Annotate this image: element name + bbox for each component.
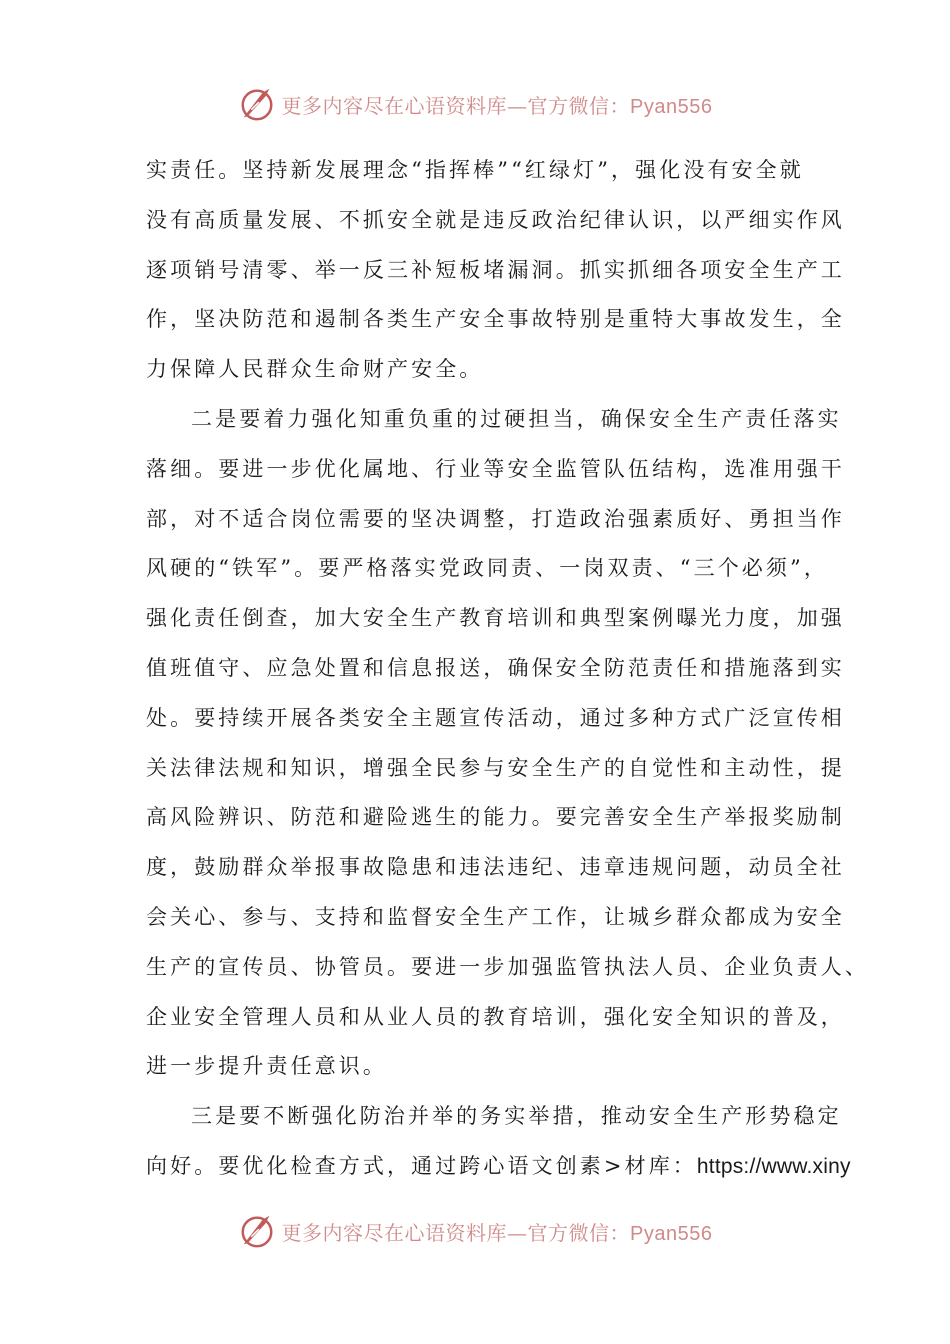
document-body <box>146 146 869 1192</box>
text-line: 企业安全管理人员和从业人员的教育培训，强化安全知识的普及， <box>146 1004 845 1029</box>
text-line: 实责任。坚持新发展理念“指挥棒”“红绿灯”，强化没有安全就 <box>146 158 804 182</box>
text-line: 度，鼓励群众举报事故隐患和违法违纪、违章违规问题，动员全社 <box>146 855 845 880</box>
text-line: 会关心、参与、支持和监督安全生产工作，让城乡群众都成为安全 <box>146 904 845 929</box>
text-line: 风硬的“铁军”。要严格落实党政同责、一岗双责、“三个必须”， <box>146 556 828 581</box>
banner-text: 更多内容尽在心语资料库—官方微信：Pyan556 <box>281 93 713 118</box>
text-line-with-url <box>146 1142 851 1192</box>
quill-pen-circle-icon <box>238 85 276 123</box>
text-line: 值班值守、应急处置和信息报送，确保安全防范责任和措施落到实 <box>146 655 845 680</box>
text-line: 二是要着力强化知重负重的过硬担当，确保安全生产责任落实 <box>191 406 842 431</box>
text-line: 进一步提升责任意识。 <box>146 1054 387 1079</box>
text-segment: 向好。要优化检查方式，通过跨心语文创素>材库： <box>146 1153 697 1178</box>
text-line: 作，坚决防范和遏制各类生产安全事故特别是重特大事故发生，全 <box>146 307 845 332</box>
text-line: 力保障人民群众生命财产安全。 <box>146 357 484 382</box>
text-line: 部，对不适合岗位需要的坚决调整，打造政治强素质好、勇担当作 <box>146 506 845 531</box>
text-line: 逐项销号清零、举一反三补短板堵漏洞。抓实抓细各项安全生产工 <box>146 257 845 282</box>
text-line: 生产的宣传员、协管员。要进一步加强监管执法人员、企业负责人、 <box>146 954 869 979</box>
quill-pen-circle-icon <box>238 1212 276 1250</box>
footer-banner <box>0 1209 950 1253</box>
text-line: 处。要持续开展各类安全主题宣传活动，通过多种方式广泛宣传相 <box>146 705 845 730</box>
text-line: 关法律法规和知识，增强全民参与安全生产的自觉性和主动性，提 <box>146 755 845 780</box>
banner-text: 更多内容尽在心语资料库—官方微信：Pyan556 <box>281 1220 713 1245</box>
text-line: 强化责任倒查，加大安全生产教育培训和典型案例曝光力度，加强 <box>146 606 845 631</box>
header-banner <box>0 82 950 126</box>
text-line: 落细。要进一步优化属地、行业等安全监管队伍结构，选准用强干 <box>146 456 845 481</box>
url-link[interactable]: https://www.xiny <box>696 1154 851 1178</box>
text-line: 没有高质量发展、不抓安全就是违反政治纪律认识，以严细实作风 <box>146 207 845 232</box>
text-line: 三是要不断强化防治并举的务实举措，推动安全生产形势稳定 <box>191 1104 842 1129</box>
text-line: 高风险辨识、防范和避险逃生的能力。要完善安全生产举报奖励制 <box>146 805 845 830</box>
